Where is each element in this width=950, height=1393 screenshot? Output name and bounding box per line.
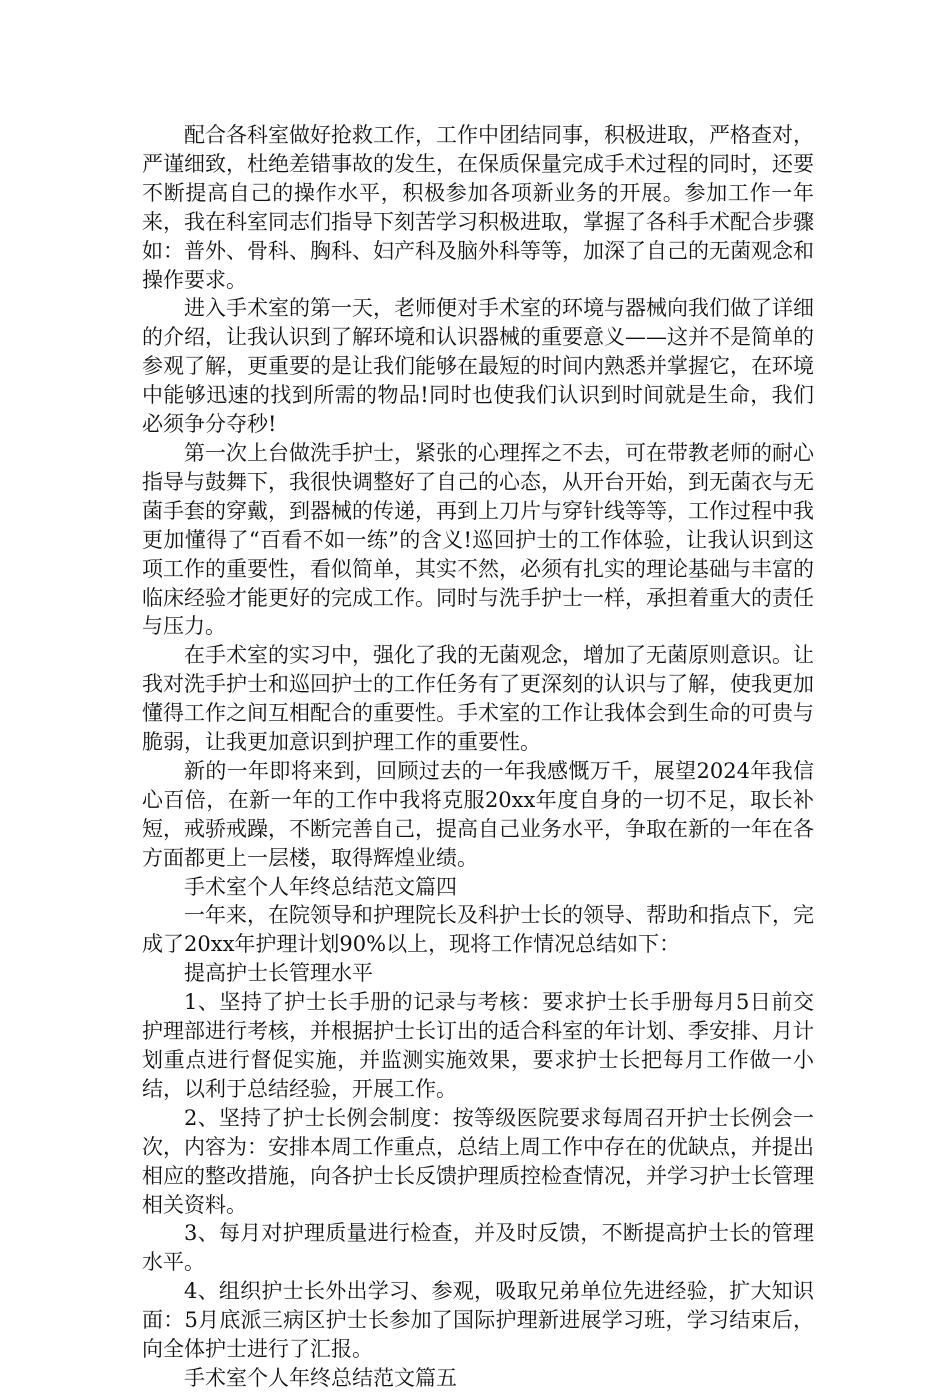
paragraph-scrub-nurse: 第一次上台做洗手护士，紧张的心理挥之不去，可在带教老师的耐心指导与鼓舞下，我很快调整好了自己的心态，从开台开始，到无菌衣与无菌手套的穿戴，到器械的传递，再到上刀片与穿针线等等，工作过程中我更加懂得了“百看不如一练”的含义!巡回护士的工作体验，让我认识到这项工作的重要性，看似简单，其实不然，必须有扎实的理论基础与丰富的临床经验才能更好的完成工作。同时与洗手护士一样，承担着重大的责任与压力。 bbox=[142, 440, 814, 639]
subheading-management: 提高护士长管理水平 bbox=[184, 961, 373, 986]
section-heading-part-five: 手术室个人年终总结范文篇五 bbox=[184, 1365, 457, 1390]
list-item-1: 1、坚持了护士长手册的记录与考核：要求护士长手册每月5日前交护理部进行考核，并根据护士长订出的适合科室的年计划、季安排、月计划重点进行督促实施，并监测实施效果，要求护士长把每月工作做一小结，以利于总结经验，开展工作。 bbox=[142, 990, 814, 1101]
section-heading-part-four: 手术室个人年终总结范文篇四 bbox=[184, 874, 457, 899]
list-item-3: 3、每月对护理质量进行检查，并及时反馈，不断提高护士长的管理水平。 bbox=[142, 1221, 814, 1275]
list-item-4: 4、组织护士长外出学习、参观，吸取兄弟单位先进经验，扩大知识面：5月底派三病区护士长参加了国际护理新进展学习班，学习结束后，向全体护士进行了汇报。 bbox=[142, 1279, 814, 1362]
paragraph-new-year: 新的一年即将来到，回顾过去的一年我感慨万千，展望2024年我信心百倍，在新一年的工作中我将克服20xx年度自身的一切不足，取长补短，戒骄戒躁，不断完善自己，提高自己业务水平，争取在新的一年在各方面都更上一层楼，取得辉煌业绩。 bbox=[142, 758, 814, 870]
paragraph-internship: 在手术室的实习中，强化了我的无菌观念，增加了无菌原则意识。让我对洗手护士和巡回护士的工作任务有了更深刻的认识与了解，使我更加懂得工作之间互相配合的重要性。手术室的工作让我体会到生命的可贵与脆弱，让我更加意识到护理工作的重要性。 bbox=[142, 643, 814, 755]
paragraph-year-summary: 一年来，在院领导和护理院长及科护士长的领导、帮助和指点下，完成了20xx年护理计划90%以上，现将工作情况总结如下： bbox=[142, 903, 814, 957]
list-item-2: 2、坚持了护士长例会制度：按等级医院要求每周召开护士长例会一次，内容为：安排本周工作重点，总结上周工作中存在的优缺点，并提出相应的整改措施，向各护士长反馈护理质控检查情况，并学习护士长管理相关资料。 bbox=[142, 1105, 814, 1217]
paragraph-first-day: 进入手术室的第一天，老师便对手术室的环境与器械向我们做了详细的介绍，让我认识到了解环境和认识器械的重要意义——这并不是简单的参观了解，更重要的是让我们能够在最短的时间内熟悉并掌握它，在环境中能够迅速的找到所需的物品!同时也使我们认识到时间就是生命，我们必须争分夺秒! bbox=[142, 296, 814, 437]
paragraph-surgery-cooperation: 配合各科室做好抢救工作，工作中团结同事，积极进取，严格查对，严谨细致，杜绝差错事故的发生，在保质保量完成手术过程的同时，还要不断提高自己的操作水平，积极参加各项新业务的开展。参加工作一年来，我在科室同志们指导下刻苦学习积极进取，掌握了各科手术配合步骤如：普外、骨科、胸科、妇产科及脑外科等等，加深了自己的无菌观念和操作要求。 bbox=[142, 123, 814, 292]
document-body bbox=[142, 121, 814, 1393]
